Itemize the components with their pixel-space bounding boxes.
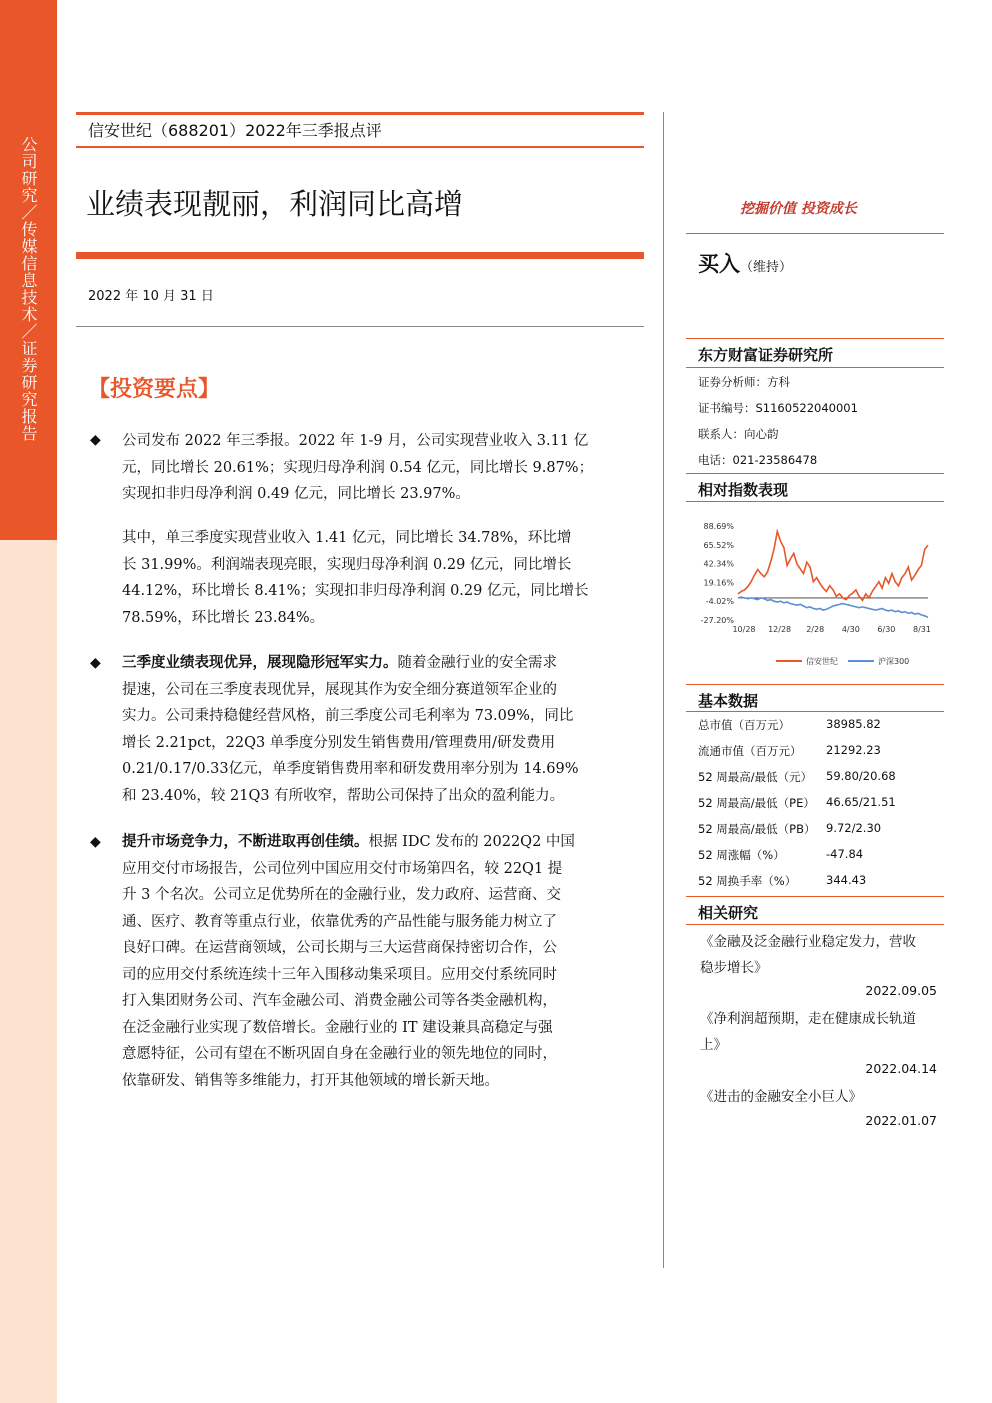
- section-heading: 【投资要点】: [88, 376, 221, 402]
- basic-data-value: 21292.23: [826, 743, 881, 757]
- text-line: 良好口碑。在运营商领域，公司长期与三大运营商保持密切合作，公: [122, 940, 557, 956]
- y-tick-label: 65.52%: [703, 540, 734, 550]
- text-line: 其中，单三季度实现营业收入 1.41 亿元，同比增长 34.78%，环比增: [122, 530, 572, 546]
- text-line: 实现扣非归母净利润 0.49 亿元，同比增长 23.97%。: [122, 486, 470, 502]
- bullet-icon: ◆: [90, 432, 101, 448]
- report-date: 2022 年 10 月 31 日: [88, 289, 214, 304]
- text-line: 升 3 个名次。公司立足优势所在的金融行业，发力政府、运营商、交: [122, 887, 561, 903]
- related-link[interactable]: 《金融及泛金融行业稳定发力，营收: [700, 934, 916, 950]
- paragraph-4: [122, 829, 644, 1094]
- contact: 联系人：向心韵: [698, 427, 779, 441]
- x-tick-label: 2/28: [806, 625, 825, 634]
- cert-number: 证书编号：S1160522040001: [698, 401, 858, 415]
- slogan-rule: [686, 233, 944, 234]
- basic-data-key: 52 周最高/最低（PE）: [698, 796, 815, 810]
- slogan: 挖掘价值 投资成长: [740, 201, 857, 217]
- text-line: 公司发布 2022 年三季报。2022 年 1-9 月，公司实现营业收入 3.11 亿: [122, 433, 589, 449]
- related-date: 2022.09.05: [865, 983, 937, 998]
- paragraph-lead: 三季度业绩表现优异，展现隐形冠军实力。: [122, 654, 398, 671]
- basic-rule: [686, 711, 944, 712]
- related-date: 2022.04.14: [865, 1061, 937, 1076]
- related-rule-top: [686, 896, 944, 897]
- text-line: 增长 2.21pct，22Q3 单季度分别发生销售费用/管理费用/研发费用: [122, 734, 556, 751]
- text-line: 提速，公司在三季度表现优异，展现其作为安全细分赛道领军企业的: [122, 681, 557, 698]
- related-rule: [686, 924, 944, 925]
- x-tick-label: 10/28: [732, 625, 756, 634]
- basic-data-value: 38985.82: [826, 717, 881, 731]
- basic-data-value: -47.84: [826, 847, 864, 861]
- text-line: 0.21/0.17/0.33亿元，单季度销售费用率和研发费用率分别为 14.69%: [122, 761, 579, 777]
- x-tick-label: 12/28: [768, 625, 792, 634]
- text-line: 78.59%，环比增长 23.84%。: [122, 609, 325, 626]
- text-line: 应用交付市场报告，公司位列中国应用交付市场第四名，较 22Q1 提: [122, 860, 563, 877]
- text-line: 元，同比增长 20.61%；实现归母净利润 0.54 亿元，同比增长 9.87%；: [122, 459, 594, 476]
- report-subtitle: 信安世纪（688201）2022年三季报点评: [88, 121, 382, 140]
- perf-rule-top: [686, 473, 944, 474]
- legend-label: 沪深300: [878, 657, 910, 666]
- basic-data-key: 52 周最高/最低（元）: [698, 770, 813, 784]
- series-line-0: [738, 531, 928, 600]
- y-tick-label: -4.02%: [705, 597, 734, 607]
- legend-label: 信安世纪: [806, 657, 838, 666]
- relative-performance-chart: [696, 512, 946, 672]
- analyst: 证券分析师：方科: [698, 375, 790, 389]
- x-tick-label: 6/30: [877, 625, 896, 634]
- basic-title: 基本数据: [698, 692, 759, 710]
- phone: 电话：021-23586478: [698, 453, 818, 467]
- related-date: 2022.01.07: [865, 1113, 937, 1128]
- related-title: 相关研究: [698, 904, 759, 922]
- text-line: 和 23.40%，较 21Q3 有所收窄，帮助公司保持了出众的盈利能力。: [122, 787, 565, 804]
- subtitle-rule: [76, 146, 644, 148]
- x-tick-label: 8/31: [913, 625, 931, 634]
- basic-data-value: 59.80/20.68: [826, 769, 896, 783]
- basic-data-key: 流通市值（百万元）: [698, 744, 802, 758]
- y-tick-label: 19.16%: [703, 578, 734, 588]
- column-divider: [663, 112, 664, 1268]
- text-line: 实力。公司秉持稳健经营风格，前三季度公司毛利率为 73.09%，同比: [122, 708, 574, 724]
- related-link[interactable]: 稳步增长》: [700, 960, 768, 976]
- institute-name: 东方财富证券研究所: [698, 346, 834, 364]
- text-line: 44.12%，环比增长 8.41%；实现扣非归母净利润 0.29 亿元，同比增长: [122, 583, 589, 599]
- y-tick-label: 88.69%: [703, 522, 734, 531]
- basic-data-key: 52 周最高/最低（PB）: [698, 822, 816, 836]
- title-rule: [76, 252, 644, 259]
- sidebar: [0, 0, 57, 1403]
- top-rule: [76, 112, 644, 115]
- paragraph-3: [122, 650, 644, 809]
- paragraph-2: [122, 525, 644, 631]
- text-line: [122, 650, 644, 677]
- basic-data-key: 52 周涨幅（%）: [698, 848, 785, 862]
- text-line: 司的应用交付系统连续十三年入围移动集采项目。应用交付系统同时: [122, 966, 557, 983]
- institute-rule: [686, 367, 944, 368]
- paragraph-lead: 提升市场竞争力，不断进取再创佳绩。: [122, 833, 369, 850]
- basic-data-value: 344.43: [826, 873, 867, 887]
- related-link[interactable]: 《进击的金融安全小巨人》: [700, 1089, 862, 1105]
- text-line: 意愿特征，公司有望在不断巩固自身在金融行业的领先地位的同时，: [122, 1046, 557, 1062]
- related-link[interactable]: 《净利润超预期，走在健康成长轨道: [700, 1011, 916, 1027]
- rating-value: 买入: [698, 252, 740, 276]
- y-tick-label: 42.34%: [703, 559, 734, 569]
- bullet-icon: ◆: [90, 655, 101, 671]
- text-line: 长 31.99%。利润端表现亮眼，实现归母净利润 0.29 亿元，同比增长: [122, 556, 572, 573]
- related-link[interactable]: 上》: [700, 1037, 727, 1053]
- text-span: 根据 IDC 发布的 2022Q2 中国: [368, 834, 575, 850]
- perf-rule: [686, 501, 944, 502]
- x-tick-label: 4/30: [841, 625, 860, 634]
- rating: [698, 248, 792, 278]
- paragraph-1: [122, 428, 644, 508]
- basic-data-value: 9.72/2.30: [826, 821, 882, 835]
- text-span: 随着金融行业的安全需求: [397, 655, 557, 671]
- date-rule: [76, 326, 644, 327]
- bullet-icon: ◆: [90, 834, 101, 850]
- sidebar-category: 公司研究／传媒信息技术／证券研究报告: [19, 136, 38, 442]
- basic-data-value: 46.65/21.51: [826, 795, 896, 809]
- text-line: 打入集团财务公司、汽车金融公司、消费金融公司等各类金融机构，: [122, 993, 557, 1009]
- rating-note: （维持）: [740, 260, 793, 275]
- rating-rule: [686, 338, 944, 339]
- page-title: 业绩表现靓丽，利润同比高增: [86, 187, 464, 221]
- text-line: [122, 829, 644, 856]
- text-line: 依靠研发、销售等多维能力，打开其他领域的增长新天地。: [122, 1072, 499, 1089]
- basic-data-key: 52 周换手率（%）: [698, 874, 797, 888]
- series-line-1: [738, 597, 928, 617]
- text-line: 在泛金融行业实现了数倍增长。金融行业的 IT 建设兼具高稳定与强: [122, 1019, 553, 1036]
- text-line: 通、医疗、教育等重点行业，依靠优秀的产品性能与服务能力树立了: [122, 913, 557, 930]
- basic-rule-top: [686, 684, 944, 685]
- y-tick-label: -27.20%: [700, 616, 734, 625]
- basic-data-key: 总市值（百万元）: [698, 718, 790, 732]
- perf-title: 相对指数表现: [698, 481, 789, 499]
